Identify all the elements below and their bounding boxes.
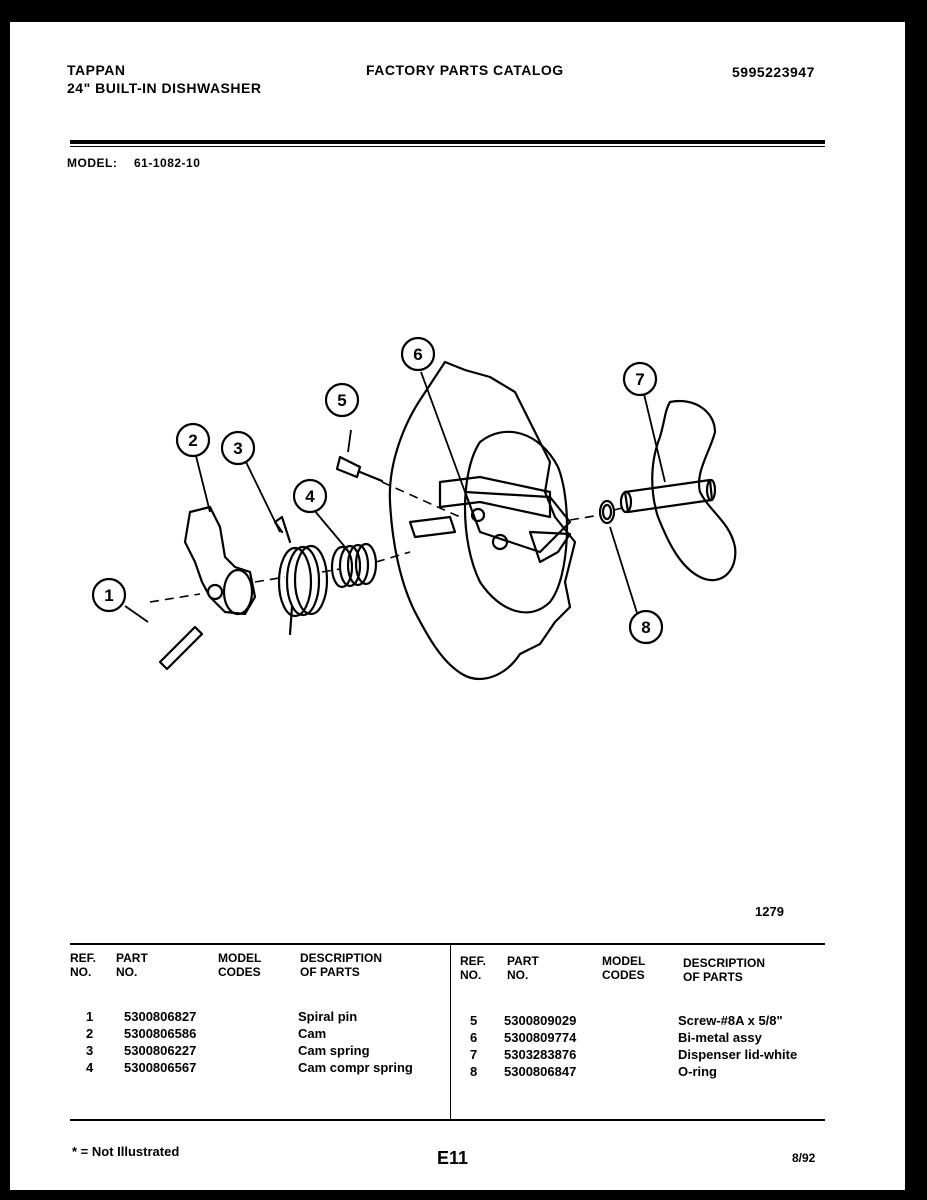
table-divider (450, 945, 451, 1119)
row-description: Screw-#8A x 5/8" (678, 1013, 783, 1028)
header-ref-right (460, 954, 486, 982)
cam-spring (275, 517, 327, 634)
header-ref (70, 951, 96, 979)
header-part (116, 951, 148, 979)
cam-compr-spring (332, 544, 376, 587)
dispenser-cup (465, 432, 567, 613)
catalog-number: 5995223947 (732, 64, 815, 80)
drawing-reference: 1279 (755, 904, 784, 919)
row-ref: 3 (86, 1043, 94, 1058)
row-ref: 2 (86, 1026, 94, 1041)
not-illustrated-note: * = Not Illustrated (72, 1144, 180, 1159)
catalog-title: FACTORY PARTS CATALOG (366, 62, 564, 78)
row-part-no: 5300806827 (124, 1009, 197, 1024)
row-part-no: 5300806227 (124, 1043, 197, 1058)
revision-date: 8/92 (792, 1151, 816, 1165)
screw (337, 457, 360, 477)
header-ref-right-line2: NO. (460, 968, 482, 982)
row-ref: 6 (470, 1030, 478, 1045)
row-ref: 8 (470, 1064, 478, 1079)
row-description: Dispenser lid-white (678, 1047, 798, 1062)
header-ref-right-line1: REF. (460, 954, 487, 968)
header-model-right-line2: CODES (602, 968, 645, 982)
header-part-line1: PART (116, 951, 148, 965)
spiral-pin (160, 627, 202, 669)
header-desc-right (683, 956, 765, 984)
row-description: Cam compr spring (298, 1060, 413, 1075)
row-ref: 5 (470, 1013, 478, 1028)
callout-4: 4 (305, 487, 315, 506)
header-ref-line1: REF. (70, 951, 97, 965)
row-part-no: 5300806847 (504, 1064, 577, 1079)
row-description: Spiral pin (298, 1009, 358, 1024)
callout-2: 2 (188, 431, 198, 450)
header-model-line1: MODEL (218, 951, 262, 965)
header-model-line2: CODES (218, 965, 261, 979)
brand-name: TAPPAN (67, 62, 126, 78)
callout-7: 7 (635, 370, 645, 389)
row-description: O-ring (678, 1064, 717, 1079)
row-description: Cam (298, 1026, 327, 1041)
header-part-right-line2: NO. (507, 968, 529, 982)
header-model (218, 951, 261, 979)
header-part-right (507, 954, 539, 982)
row-ref: 1 (86, 1009, 94, 1024)
header-ref-line2: NO. (70, 965, 92, 979)
row-ref: 7 (470, 1047, 478, 1062)
row-description: Bi-metal assy (678, 1030, 762, 1045)
header-desc-line1: DESCRIPTION (300, 951, 383, 965)
row-part-no: 5300806586 (124, 1026, 197, 1041)
callout-3: 3 (233, 439, 243, 458)
header-desc-right-line2: OF PARTS (683, 970, 743, 984)
header-desc-right-line1: DESCRIPTION (683, 956, 766, 970)
row-ref: 4 (86, 1060, 94, 1075)
header-part-line2: NO. (116, 965, 138, 979)
header-part-right-line1: PART (507, 954, 539, 968)
dispenser-lid (652, 401, 735, 580)
header-desc-line2: OF PARTS (300, 965, 360, 979)
page-number: E11 (437, 1148, 469, 1168)
row-part-no: 5300809774 (504, 1030, 577, 1045)
catalog-page (10, 22, 905, 1190)
product-name: 24" BUILT-IN DISHWASHER (67, 80, 262, 96)
callout-8: 8 (641, 618, 651, 637)
exploded-parts-diagram (10, 22, 905, 922)
row-description: Cam spring (298, 1043, 370, 1058)
header-desc (300, 951, 382, 979)
table-top-rule (70, 943, 825, 945)
table-bottom-rule (70, 1119, 825, 1121)
header-model-right (602, 954, 645, 982)
callout-1: 1 (104, 586, 114, 605)
row-part-no: 5303283876 (504, 1047, 577, 1062)
callout-6: 6 (413, 345, 423, 364)
callout-5: 5 (337, 391, 347, 410)
model-label: MODEL: (67, 156, 118, 170)
row-part-no: 5300806567 (124, 1060, 197, 1075)
model-number: 61-1082-10 (134, 156, 201, 170)
row-part-no: 5300809029 (504, 1013, 577, 1028)
header-model-right-line1: MODEL (602, 954, 646, 968)
